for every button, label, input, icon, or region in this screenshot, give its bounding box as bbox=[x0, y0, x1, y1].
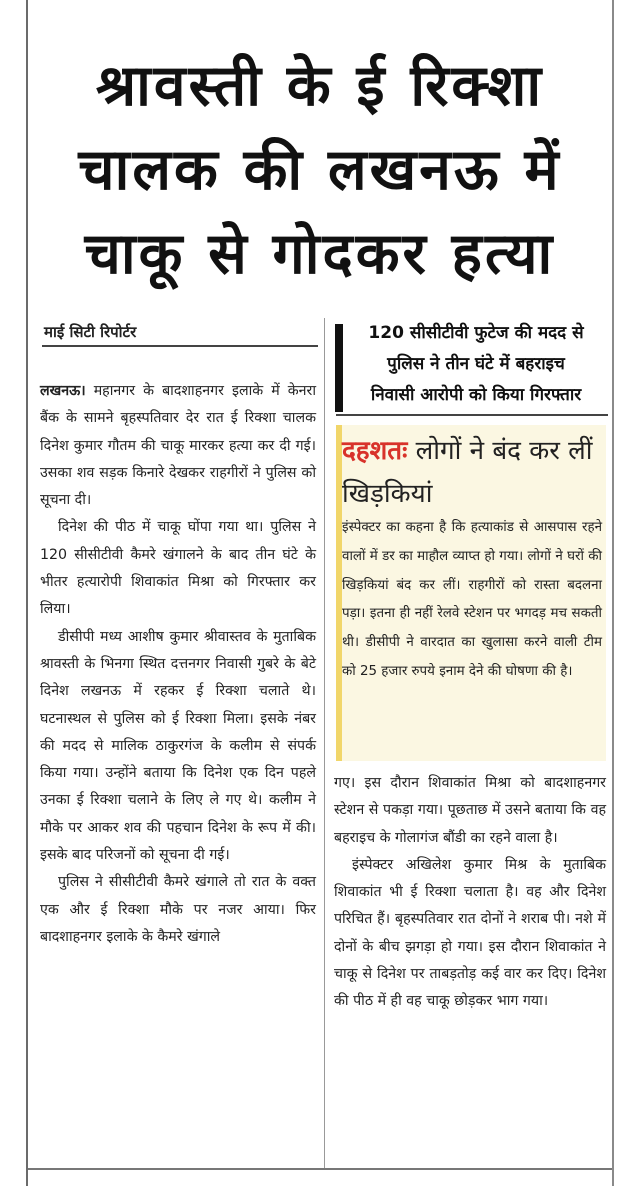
headline-line-1: श्रावस्ती के ई रिक्शा bbox=[95, 53, 545, 119]
dateline: लखनऊ। bbox=[40, 383, 86, 399]
byline: माई सिटी रिपोर्टर bbox=[44, 323, 137, 341]
byline-rule bbox=[42, 345, 318, 347]
article-paragraph-4: पुलिस ने सीसीटीवी कैमरे खंगाले तो रात के वक्त एक और ई रिक्शा मौके पर नजर आया। फिर बादशाहनगर इलाके के कैमरे खंगाले bbox=[40, 874, 316, 945]
subhead-line-1: 120 सीसीटीवी फुटेज की मदद से bbox=[368, 323, 584, 343]
right-article-column bbox=[334, 770, 606, 1016]
article-continued-paragraph-1: गए। इस दौरान शिवाकांत मिश्रा को बादशाहनगर स्टेशन से पकड़ा गया। पूछताछ में उसने बताया कि वह बहराइच के गोलागंज बौंडी का रहने वाला है। bbox=[334, 775, 606, 846]
article-paragraph-1 bbox=[40, 378, 316, 514]
article-continued-paragraph-2: इंस्पेक्टर अखिलेश कुमार मिश्र के मुताबिक शिवाकांत भी ई रिक्शा चलाता है। वह और दिनेश परिचित हैं। बृहस्पतिवार रात दोनों ने शराब पी। नशे में दोनों के बीच झगड़ा हो गया। इस दौरान शिवाकांत ने चाकू से दिनेश पर ताबड़तोड़ कई वार कर दिए। दिनेश की पीठ में ही वह चाकू छोड़कर भाग गया। bbox=[334, 856, 606, 1010]
column-divider bbox=[324, 318, 325, 1168]
subhead-line-3: निवासी आरोपी को किया गिरफ्तार bbox=[370, 385, 582, 405]
article-paragraph-1-text: महानगर के बादशाहनगर इलाके में केनरा बैंक के सामने बृहस्पतिवार देर रात ई रिक्शा चालक दिनेश कुमार गौतम की चाकू मारकर हत्या कर दी गई। उसका शव सड़क किनारे देखकर राहगीरों ने पुलिस को सूचना दी। bbox=[40, 383, 316, 509]
article-paragraph-2: दिनेश की पीठ में चाकू घोंपा गया था। पुलिस ने 120 सीसीटीवी कैमरे खंगालने के बाद तीन घंटे के भीतर हत्यारोपी शिवाकांत मिश्रा को गिरफ्तार कर लिया। bbox=[40, 519, 316, 618]
left-article-column bbox=[40, 378, 316, 951]
sidebar-box-title bbox=[342, 430, 604, 516]
article-paragraph-3: डीसीपी मध्य आशीष कुमार श्रीवास्तव के मुताबिक श्रावस्ती के भिनगा स्थित दत्तनगर निवासी गुबरे के बेटे दिनेश लखनऊ में रहकर ई रिक्शा चलाते थे। घटनास्थल से पुलिस को ई रिक्शा मिला। इसके नंबर की मदद से मालिक ठाकुरगंज के कलीम से संपर्क किया गया। उन्होंने बताया कि दिनेश एक दिन पहले उनका ई रिक्शा चलाने के लिए ले गए थे। कलीम ने मौके पर आकर शव की पहचान दिनेश के रूप में की। इसके बाद परिजनों को सूचना दी गई। bbox=[40, 628, 316, 864]
subhead-rule bbox=[336, 414, 608, 416]
headline-line-3: चाकू से गोदकर हत्या bbox=[84, 221, 556, 287]
subhead-bar bbox=[335, 324, 343, 412]
clipping-right-border bbox=[612, 0, 614, 1186]
sidebar-box-body: इंस्पेक्टर का कहना है कि हत्याकांड से आसपास रहने वालों में डर का माहौल व्याप्त हो गया। लोगों ने घरों की खिड़कियां बंद कर लीं। राहगीरों को रास्ता बदलना पड़ा। इतना ही नहीं रेलवे स्टेशन पर भगदड़ मच सकती थी। डीसीपी ने वारदात का खुलासा करने वाली टीम को 25 हजार रुपये इनाम देने की घोषणा की है। bbox=[342, 520, 602, 679]
headline-line-2: चालक की लखनऊ में bbox=[78, 137, 562, 203]
bottom-rule bbox=[28, 1168, 612, 1170]
clipping-left-border bbox=[26, 0, 28, 1186]
headline bbox=[36, 44, 604, 296]
sidebar-kicker: दहशतः bbox=[342, 436, 408, 466]
subhead-line-2: पुलिस ने तीन घंटे में बहराइच bbox=[387, 354, 565, 374]
subheadline bbox=[345, 318, 607, 411]
sidebar-title-text: लोगों ने बंद कर लीं खिड़कियां bbox=[342, 436, 593, 509]
